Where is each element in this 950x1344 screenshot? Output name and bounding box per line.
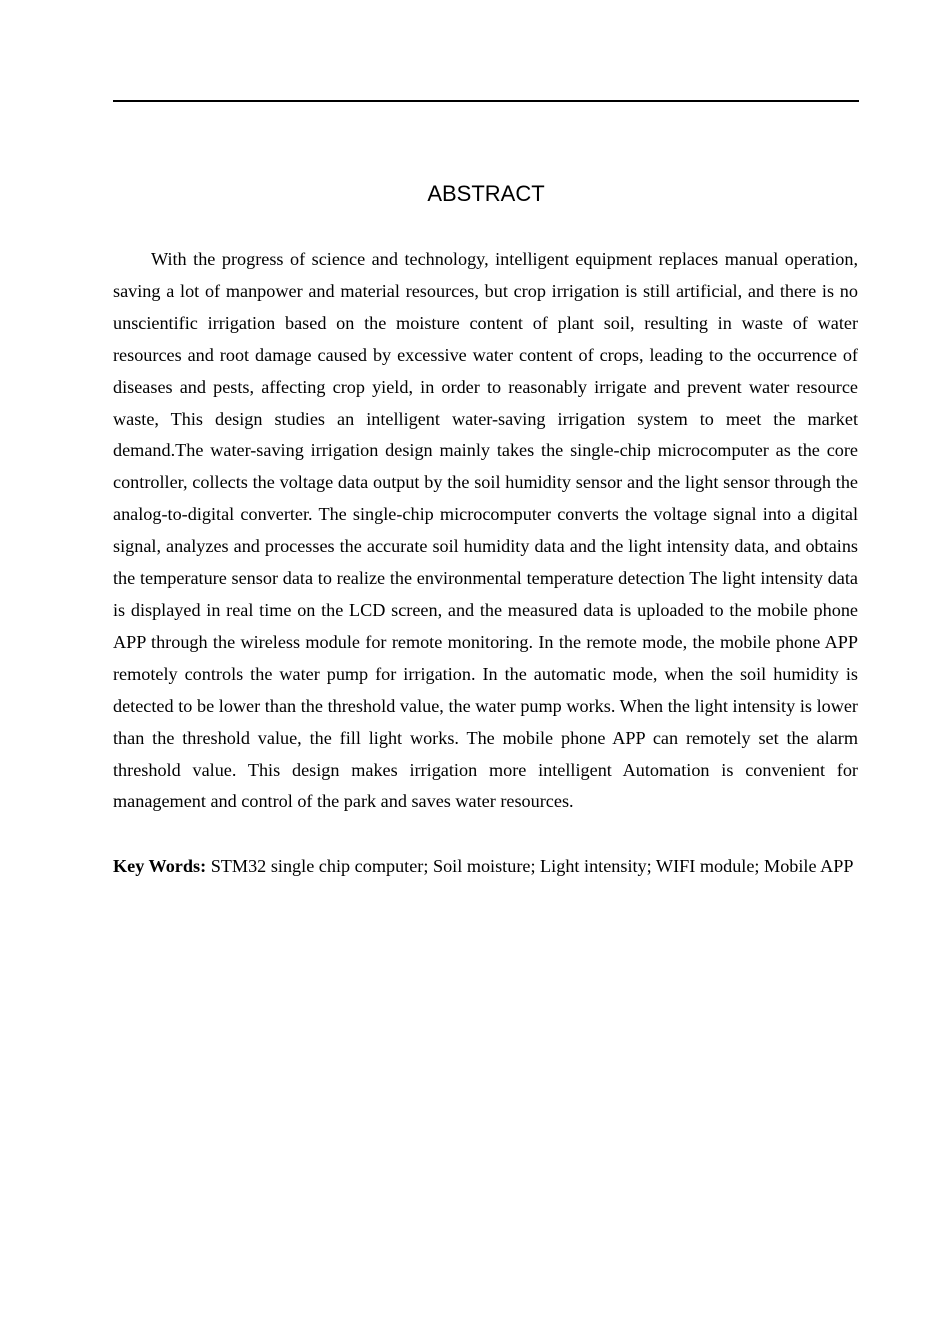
keywords-line <box>113 851 858 883</box>
keywords-label: Key Words: <box>113 856 207 876</box>
keywords-text: STM32 single chip computer; Soil moisture; Light intensity; WIFI module; Mobile APP <box>210 856 854 876</box>
abstract-paragraph: With the progress of science and technology, intelligent equipment replaces manual operation, saving a lot of manpower and material resources, but crop irrigation is still artificial, and there is no unscientific irrigation based on the moisture content of plant soil, resulting in waste of water resources and root damage caused by excessive water content of crops, leading to the occurrence of diseases and pests, affecting crop yield, in order to reasonably irrigate and prevent water resource waste, This design studies an intelligent water-saving irrigation system to meet the market demand.The water-saving irrigation design mainly takes the single-chip microcomputer as the core controller, collects the voltage data output by the soil humidity sensor and the light sensor through the analog-to-digital converter. The single-chip microcomputer converts the voltage signal into a digital signal, analyzes and processes the accurate soil humidity data and the light intensity data, and obtains the temperature sensor data to realize the environmental temperature detection The light intensity data is displayed in real time on the LCD screen, and the measured data is uploaded to the mobile phone APP through the wireless module for remote monitoring. In the remote mode, the mobile phone APP remotely controls the water pump for irrigation. In the automatic mode, when the soil humidity is detected to be lower than the threshold value, the water pump works. When the light intensity is lower than the threshold value, the fill light works. The mobile phone APP can remotely set the alarm threshold value. This design makes irrigation more intelligent Automation is convenient for management and control of the park and saves water resources. <box>113 249 858 812</box>
header-rule <box>113 100 859 102</box>
abstract-title: ABSTRACT <box>427 181 545 206</box>
